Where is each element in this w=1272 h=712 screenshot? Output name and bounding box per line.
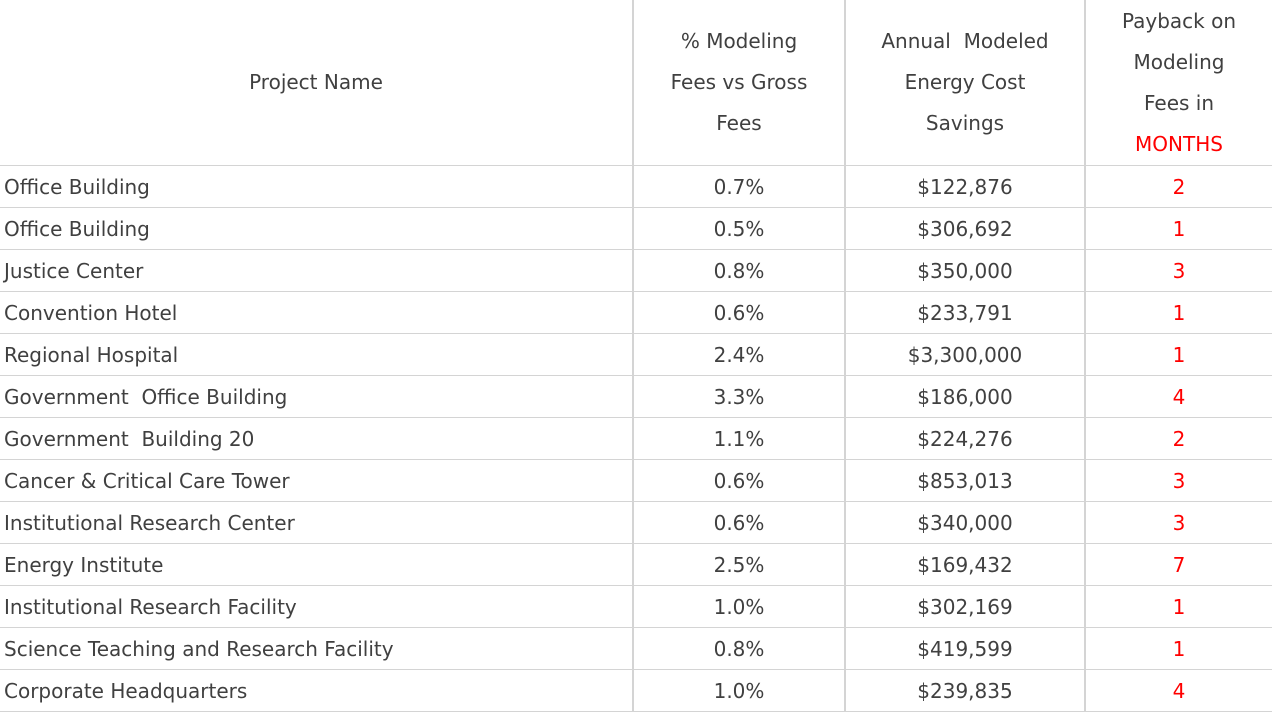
- project-name-cell: Office Building: [0, 208, 633, 250]
- table-row: [0, 292, 1272, 334]
- payback-months-cell: 1: [1085, 586, 1272, 628]
- energy-savings-cell: $233,791: [845, 292, 1085, 334]
- payback-months-cell: 1: [1085, 334, 1272, 376]
- energy-savings-cell: $3,300,000: [845, 334, 1085, 376]
- modeling-fees-pct-cell: 1.0%: [633, 586, 845, 628]
- header-line: % Modeling: [680, 29, 798, 53]
- table-row: [0, 670, 1272, 712]
- modeling-fees-pct-cell: 0.5%: [633, 208, 845, 250]
- energy-savings-cell: $340,000: [845, 502, 1085, 544]
- header-line: Payback on: [1121, 8, 1237, 33]
- energy-savings-cell: $224,276: [845, 418, 1085, 460]
- header-line: Savings: [925, 111, 1005, 135]
- table-row: [0, 544, 1272, 586]
- modeling-fees-pct-cell: 0.8%: [633, 628, 845, 670]
- modeling-fees-pct-cell: 1.1%: [633, 418, 845, 460]
- project-name-cell: Institutional Research Center: [0, 502, 633, 544]
- payback-months-cell: 3: [1085, 502, 1272, 544]
- modeling-fees-pct-cell: 0.6%: [633, 460, 845, 502]
- payback-months-cell: 1: [1085, 628, 1272, 670]
- table-row: [0, 628, 1272, 670]
- payback-months-cell: 4: [1085, 670, 1272, 712]
- payback-months-cell: 3: [1085, 250, 1272, 292]
- header-modeling-fees-pct: [633, 0, 845, 166]
- energy-savings-cell: $122,876: [845, 166, 1085, 208]
- project-name-cell: Energy Institute: [0, 544, 633, 586]
- header-project-name: [0, 0, 633, 166]
- table-row: [0, 208, 1272, 250]
- energy-savings-cell: $853,013: [845, 460, 1085, 502]
- table-body: [0, 166, 1272, 712]
- payback-months-cell: 1: [1085, 208, 1272, 250]
- header-payback-months: [1085, 0, 1272, 166]
- project-name-cell: Justice Center: [0, 250, 633, 292]
- payback-months-cell: 1: [1085, 292, 1272, 334]
- table-row: [0, 334, 1272, 376]
- project-name-cell: Institutional Research Facility: [0, 586, 633, 628]
- energy-savings-cell: $239,835: [845, 670, 1085, 712]
- modeling-fees-pct-cell: 0.6%: [633, 292, 845, 334]
- table-row: [0, 460, 1272, 502]
- project-name-cell: Science Teaching and Research Facility: [0, 628, 633, 670]
- payback-months-cell: 3: [1085, 460, 1272, 502]
- header-accent-months: MONTHS: [1135, 131, 1223, 156]
- project-name-cell: Office Building: [0, 166, 633, 208]
- header-line: Modeling: [1133, 49, 1225, 74]
- modeling-fees-pct-cell: 1.0%: [633, 670, 845, 712]
- energy-savings-cell: $306,692: [845, 208, 1085, 250]
- table-row: [0, 418, 1272, 460]
- project-name-cell: Corporate Headquarters: [0, 670, 633, 712]
- energy-savings-cell: $350,000: [845, 250, 1085, 292]
- header-energy-savings: [845, 0, 1085, 166]
- project-name-cell: Cancer & Critical Care Tower: [0, 460, 633, 502]
- table-row: [0, 250, 1272, 292]
- project-name-cell: Convention Hotel: [0, 292, 633, 334]
- energy-savings-cell: $169,432: [845, 544, 1085, 586]
- payback-months-cell: 4: [1085, 376, 1272, 418]
- modeling-fees-pct-cell: 0.7%: [633, 166, 845, 208]
- header-line: Fees vs Gross: [670, 70, 808, 94]
- payback-months-cell: 7: [1085, 544, 1272, 586]
- project-name-cell: Regional Hospital: [0, 334, 633, 376]
- energy-savings-cell: $419,599: [845, 628, 1085, 670]
- table-row: [0, 166, 1272, 208]
- modeling-fees-pct-cell: 3.3%: [633, 376, 845, 418]
- table-row: [0, 376, 1272, 418]
- header-line: Energy Cost: [904, 70, 1026, 94]
- modeling-fees-pct-cell: 0.6%: [633, 502, 845, 544]
- header-line: Fees: [716, 111, 762, 135]
- project-name-cell: Government Building 20: [0, 418, 633, 460]
- header-line: Fees in: [1143, 90, 1215, 115]
- header-line: Project Name: [249, 70, 383, 94]
- payback-months-cell: 2: [1085, 418, 1272, 460]
- modeling-fees-pct-cell: 0.8%: [633, 250, 845, 292]
- payback-months-cell: 2: [1085, 166, 1272, 208]
- project-name-cell: Government Office Building: [0, 376, 633, 418]
- energy-savings-cell: $186,000: [845, 376, 1085, 418]
- table-row: [0, 586, 1272, 628]
- header-row: [0, 0, 1272, 166]
- header-line: Annual Modeled: [881, 29, 1049, 53]
- energy-savings-cell: $302,169: [845, 586, 1085, 628]
- modeling-fees-pct-cell: 2.5%: [633, 544, 845, 586]
- table-header: [0, 0, 1272, 166]
- modeling-fees-pct-cell: 2.4%: [633, 334, 845, 376]
- table-row: [0, 502, 1272, 544]
